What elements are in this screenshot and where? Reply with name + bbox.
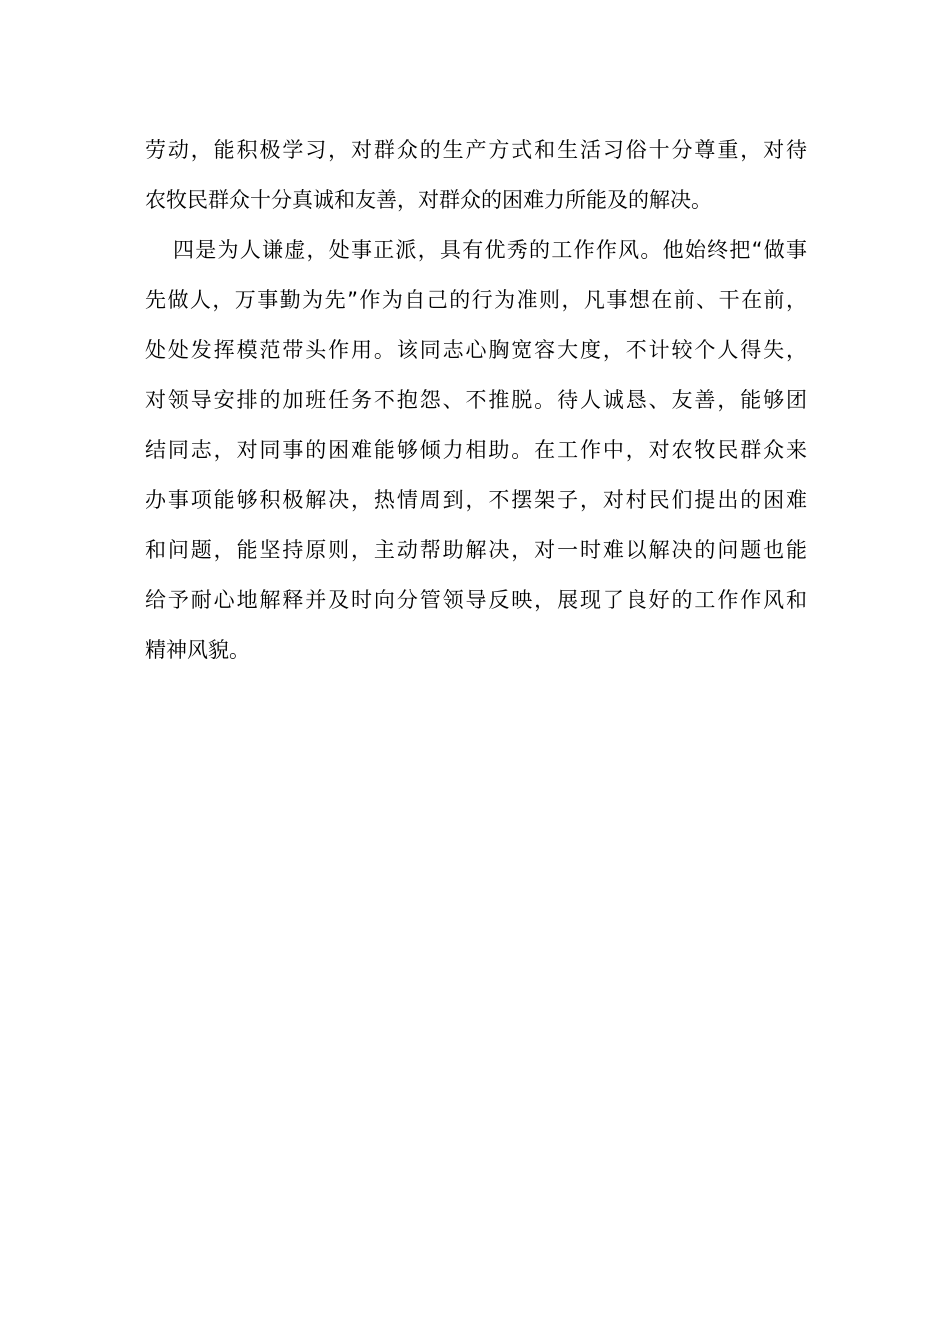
text-line: 办事项能够积极解决，热情周到，不摆架子，对村民们提出的困难: [145, 488, 807, 512]
text-line: 先做人，万事勤为先”作为自己的行为准则，凡事想在前、干在前，: [145, 288, 807, 312]
paragraph-start-line: 四是为人谦虚，处事正派，具有优秀的工作作风。他始终把“做事: [173, 238, 807, 262]
text-line: 和问题，能坚持原则，主动帮助解决，对一时难以解决的问题也能: [145, 538, 807, 562]
text-line: 对领导安排的加班任务不抱怨、不推脱。待人诚恳、友善，能够团: [145, 388, 807, 412]
text-line: 农牧民群众十分真诚和友善，对群众的困难力所能及的解决。: [145, 188, 712, 212]
text-line: 精神风貌。: [145, 638, 250, 662]
text-line: 结同志，对同事的困难能够倾力相助。在工作中，对农牧民群众来: [145, 438, 807, 462]
text-line: 处处发挥模范带头作用。该同志心胸宽容大度，不计较个人得失，: [145, 338, 807, 362]
body-text: [145, 125, 807, 675]
text-line: 劳动，能积极学习，对群众的生产方式和生活习俗十分尊重，对待: [145, 138, 807, 162]
text-line: 给予耐心地解释并及时向分管领导反映，展现了良好的工作作风和: [145, 588, 807, 612]
